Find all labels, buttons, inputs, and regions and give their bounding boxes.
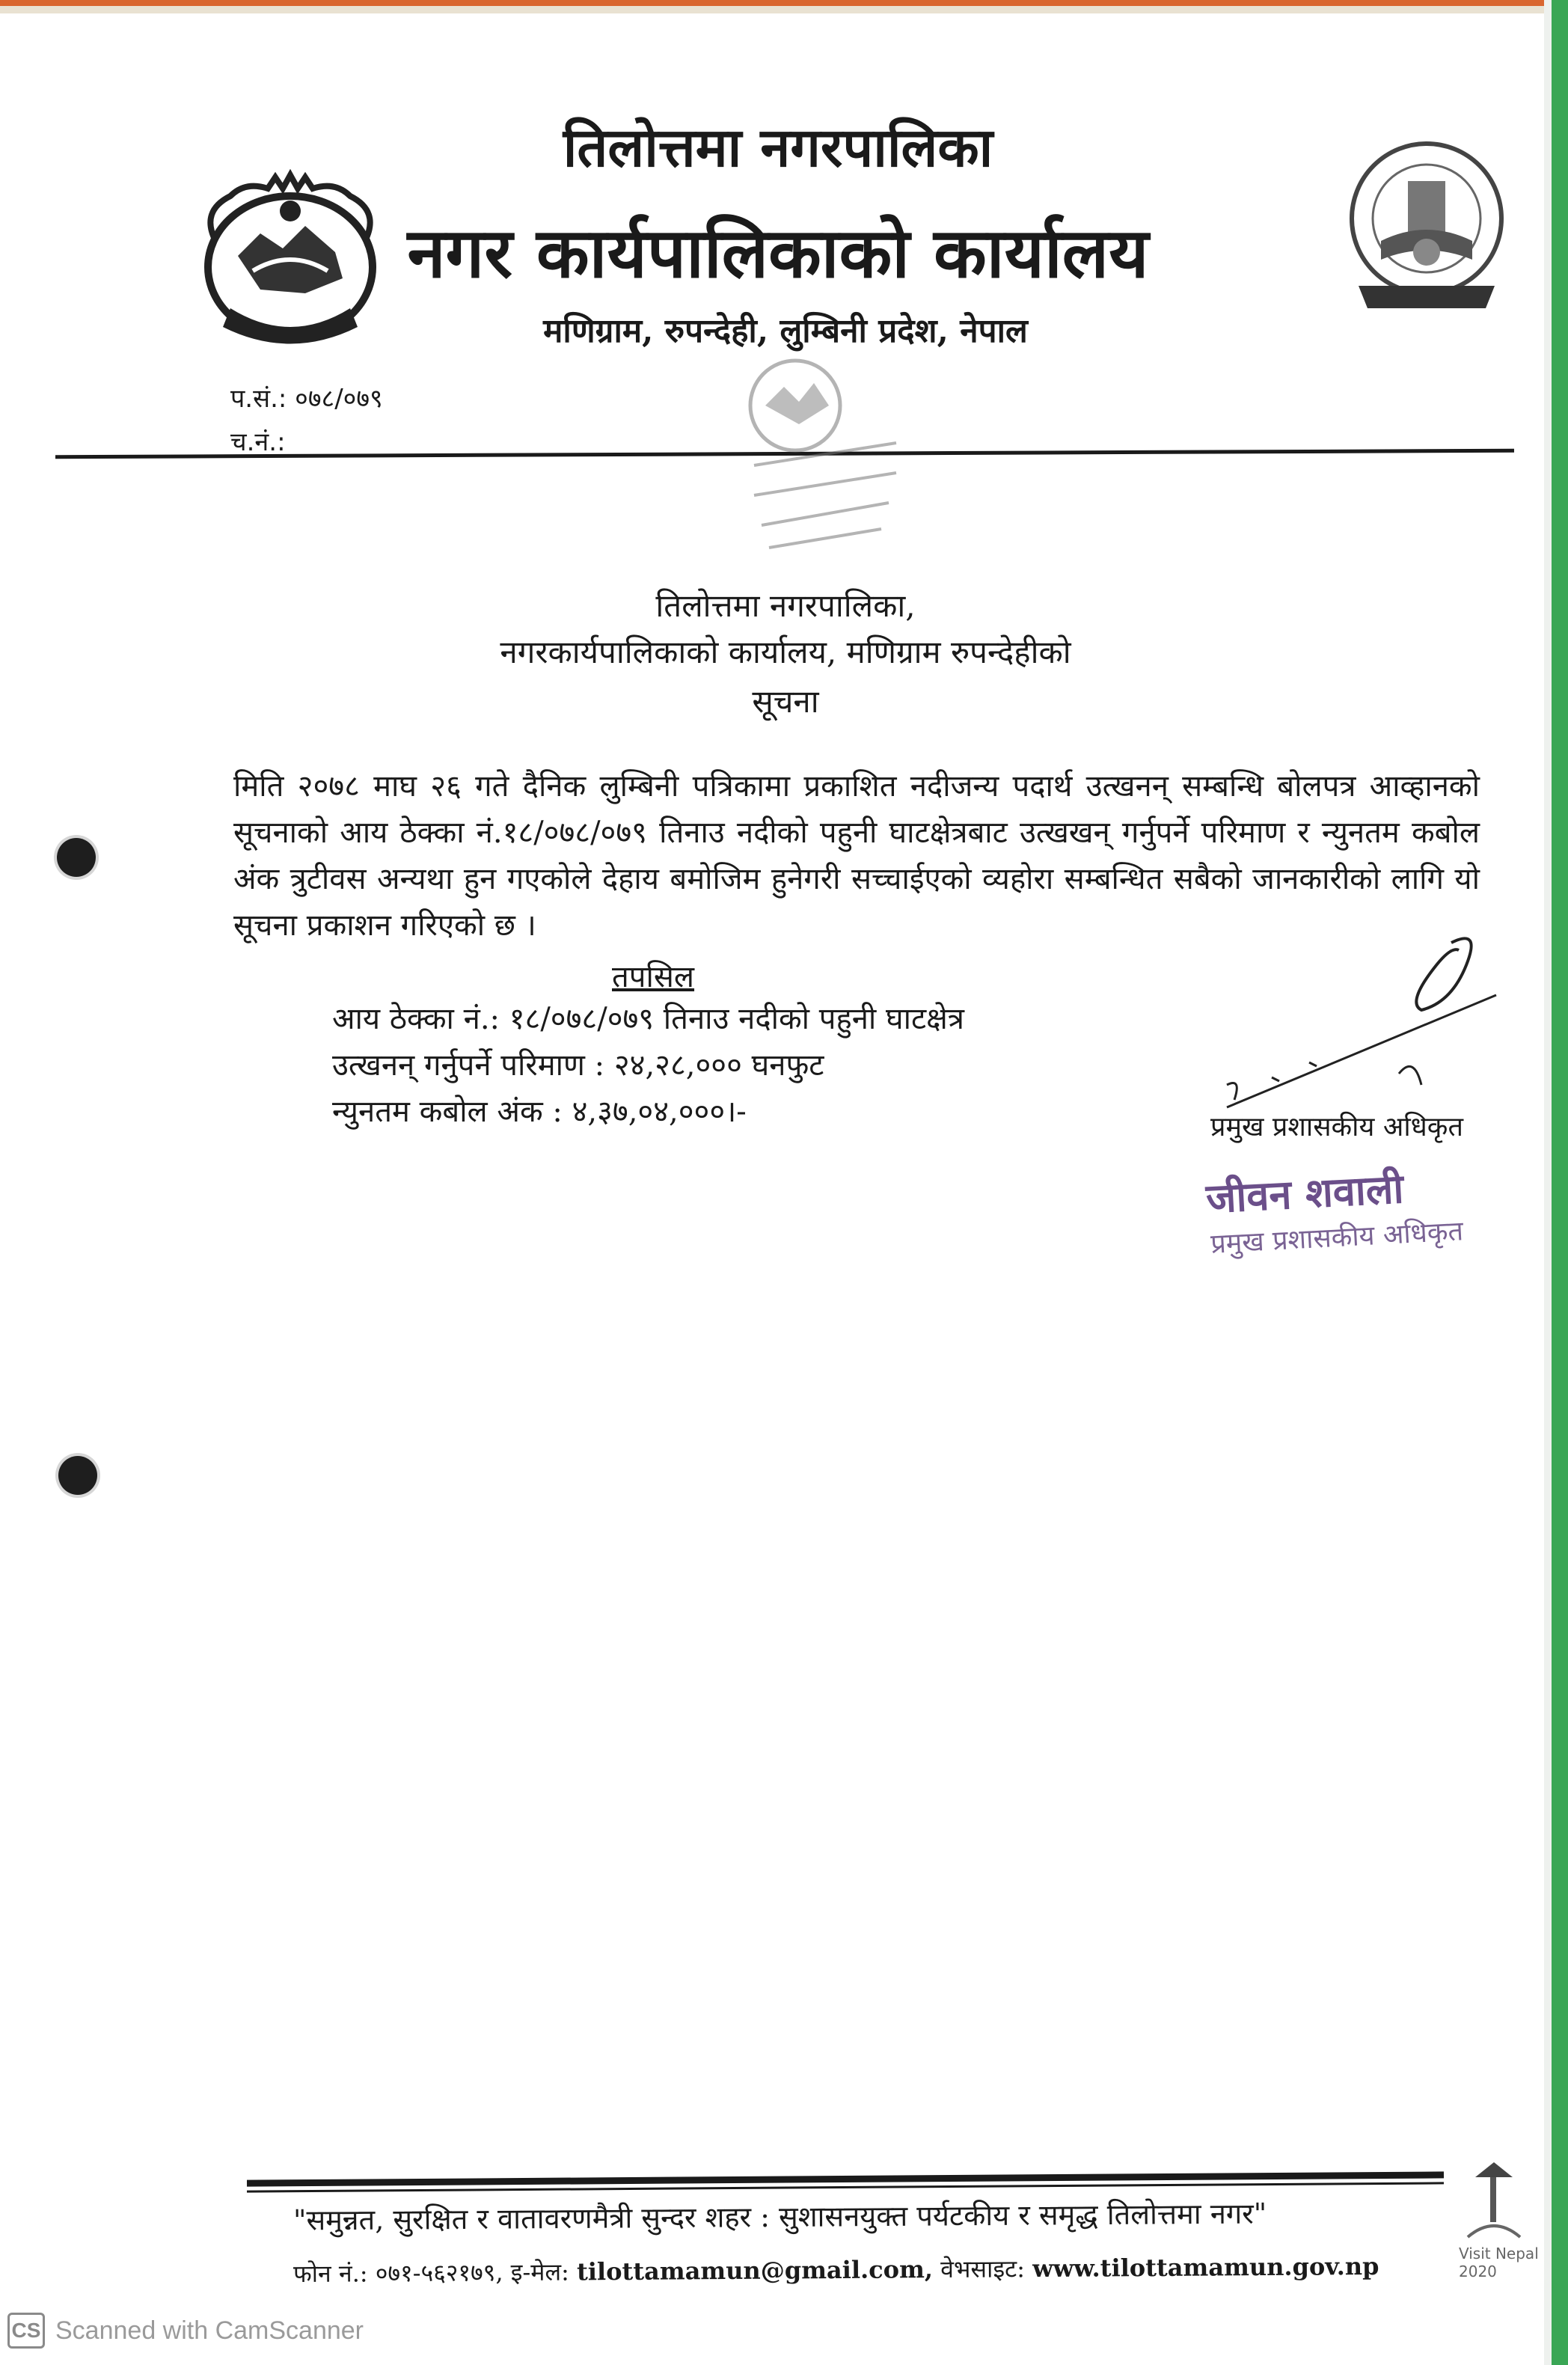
footer-phone: फोन नं.: ०७१-५६२१७९,	[293, 2258, 503, 2289]
camscanner-badge: CS	[7, 2313, 45, 2349]
notice-body: मिति २०७८ माघ २६ गते दैनिक लुम्बिनी पत्रिकामा प्रकाशित नदीजन्य पदार्थ उत्खनन् सम्बन्धि बोलपत्र आव्हानको सूचनाको आय ठेक्का नं.१८/०७८/०७९ तिनाउ नदीको पहुनी घाटक्षेत्रबाट उत्खखन् गर्नुपर्ने परिमाण र न्युनतम कबोल अंक त्रुटीवस अन्यथा हुन गएकोले देहाय बमोजिम हुनेगरी सच्चाईएको व्यहोरा सम्बन्धित सबैको जानकारीको लागि यो सूचना प्रकाशन गरिएको छ ।	[233, 769, 1480, 943]
dispatch-number: च.नं.:	[230, 427, 286, 457]
detail-minimum-bid: न्युनतम कबोल अंक : ४,३७,०४,०००।-	[332, 1095, 747, 1129]
footer-motto: "समुन्नत, सुरक्षित र वातावरणमैत्री सुन्दर शहर : सुशासनयुक्त पर्यटकीय र समृद्ध तिलोत्तमा नगर"	[293, 2197, 1267, 2237]
signatory-stamp-name: जीवन शवाली	[1204, 1164, 1405, 1223]
org-name-line2: नगर कार्यपालिकाको कार्यालय	[407, 212, 1149, 293]
visit-nepal-text: Visit Nepal 2020	[1459, 2245, 1539, 2280]
org-name-line1: तिलोत्तमा नगरपालिका	[563, 115, 993, 179]
punch-hole-top	[57, 838, 96, 877]
signatory-stamp-title: प्रमुख प्रशासकीय अधिकृत	[1210, 1216, 1464, 1260]
top-edge	[0, 0, 1568, 13]
footer-website-label: वेभसाइट:	[940, 2254, 1026, 2284]
page-right-shadow	[1544, 0, 1552, 2365]
footer-email-label: इ-मेल:	[510, 2257, 569, 2287]
detail-contract-number: आय ठेक्का नं.: १८/०७८/०७९ तिनाउ नदीको पहुनी घाटक्षेत्र	[332, 1002, 964, 1036]
notice-heading-title: सूचना	[752, 683, 819, 720]
footer-email: tilottamamun@gmail.com,	[576, 2255, 934, 2286]
detail-excavation-quantity: उत्खनन् गर्नुपर्ने परिमाण : २४,२८,००० घनफुट	[332, 1048, 824, 1083]
camscanner-watermark	[7, 2312, 364, 2349]
notice-heading-line2: नगरकार्यपालिकाको कार्यालय, मणिग्राम रुपन्देहीको	[500, 634, 1071, 670]
notice-heading-line1: तिलोत्तमा नगरपालिका,	[655, 587, 916, 624]
footer-contact	[293, 2250, 1379, 2289]
top-edge-accent	[0, 0, 1568, 6]
org-address: मणिग्राम, रुपन्देही, लुम्बिनी प्रदेश, नेपाल	[543, 312, 1028, 350]
reference-number: प.सं.: ०७८/०७९	[230, 384, 383, 414]
signatory-title: प्रमुख प्रशासकीय अधिकृत	[1210, 1112, 1463, 1142]
details-heading: तपसिल	[612, 960, 695, 994]
right-green-edge	[1552, 0, 1568, 2365]
office-seal-icon	[724, 353, 919, 555]
punch-hole-bottom	[58, 1456, 97, 1495]
camscanner-text: Scanned with CamScanner	[55, 2316, 364, 2345]
footer-website: www.tilottamamun.gov.np	[1032, 2251, 1379, 2283]
